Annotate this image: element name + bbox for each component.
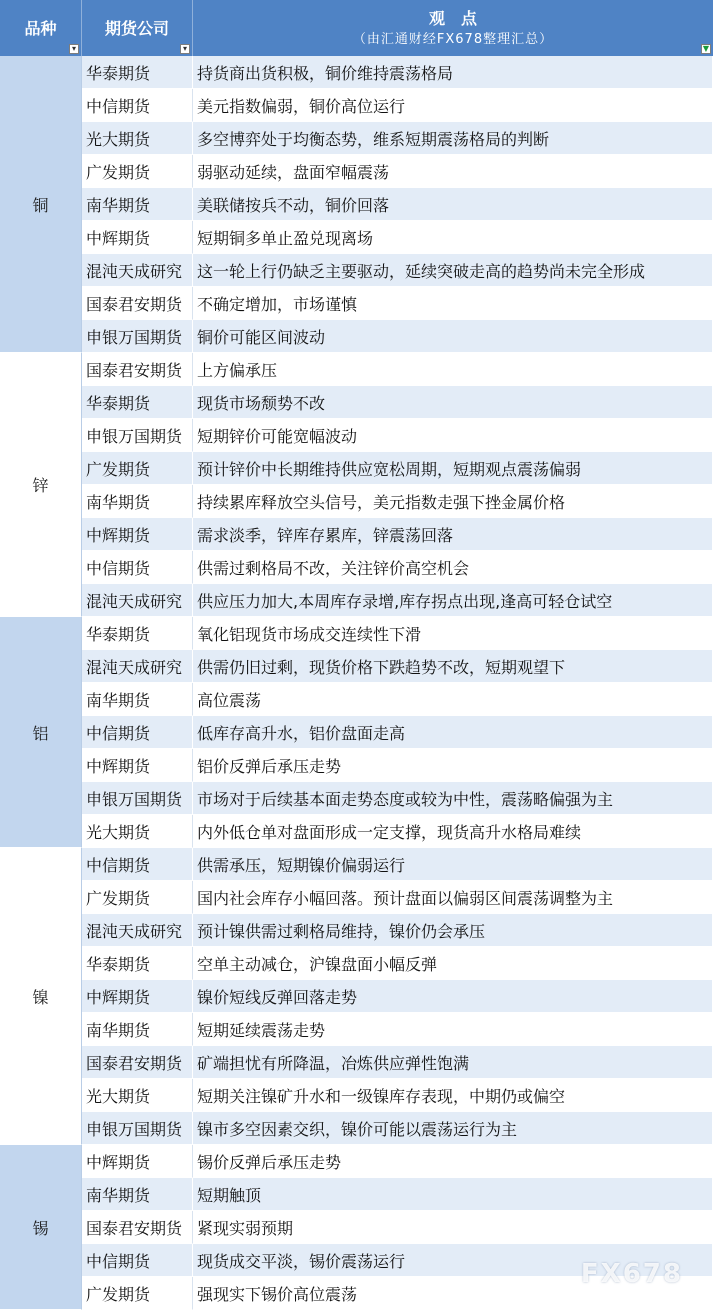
view-cell[interactable]: 持续累库释放空头信号，美元指数走强下挫金属价格	[193, 485, 713, 518]
company-cell[interactable]: 国泰君安期货	[82, 353, 193, 386]
variety-label: 镍	[32, 987, 49, 1007]
company-cell[interactable]: 中信期货	[82, 89, 193, 122]
company-cell[interactable]: 南华期货	[82, 1013, 193, 1046]
view-cell[interactable]: 供需过剩格局不改，关注锌价高空机会	[193, 551, 713, 584]
view-cell[interactable]: 紧现实弱预期	[193, 1211, 713, 1244]
company-cell[interactable]: 光大期货	[82, 122, 193, 155]
view-cell[interactable]: 低库存高升水，铝价盘面走高	[193, 716, 713, 749]
view-cell[interactable]: 美元指数偏弱，铜价高位运行	[193, 89, 713, 122]
company-cell[interactable]: 华泰期货	[82, 617, 193, 650]
company-cell[interactable]: 中信期货	[82, 716, 193, 749]
view-cell[interactable]: 这一轮上行仍缺乏主要驱动，延续突破走高的趋势尚未完全形成	[193, 254, 713, 287]
filter-dropdown-icon[interactable]: ▾	[180, 44, 190, 54]
company-cell[interactable]: 国泰君安期货	[82, 1046, 193, 1079]
company-cell[interactable]: 广发期货	[82, 1277, 193, 1310]
company-cell[interactable]: 广发期货	[82, 452, 193, 485]
company-cell[interactable]: 华泰期货	[82, 56, 193, 89]
company-cell[interactable]: 申银万国期货	[82, 1112, 193, 1145]
company-cell[interactable]: 华泰期货	[82, 947, 193, 980]
company-cell[interactable]: 华泰期货	[82, 386, 193, 419]
view-cell[interactable]: 市场对于后续基本面走势态度或较为中性，震荡略偏强为主	[193, 782, 713, 815]
company-cell[interactable]: 中辉期货	[82, 518, 193, 551]
company-cell[interactable]: 中辉期货	[82, 221, 193, 254]
view-cell[interactable]: 铜价可能区间波动	[193, 320, 713, 353]
company-cell[interactable]: 南华期货	[82, 1178, 193, 1211]
company-cell[interactable]: 国泰君安期货	[82, 1211, 193, 1244]
header-company[interactable]	[82, 0, 193, 56]
company-cell[interactable]: 中信期货	[82, 551, 193, 584]
company-cell[interactable]: 广发期货	[82, 881, 193, 914]
view-cell[interactable]: 供应压力加大,本周库存录增,库存拐点出现,逢高可轻仓试空	[193, 584, 713, 617]
company-cell[interactable]: 中辉期货	[82, 1145, 193, 1178]
company-cell[interactable]: 申银万国期货	[82, 419, 193, 452]
variety-cell[interactable]	[0, 848, 82, 1145]
variety-cell[interactable]	[0, 1145, 82, 1310]
company-cell[interactable]: 混沌天成研究	[82, 650, 193, 683]
filter-dropdown-icon[interactable]: ▾	[69, 44, 79, 54]
company-cell[interactable]: 混沌天成研究	[82, 254, 193, 287]
variety-cell[interactable]	[0, 353, 82, 617]
header-view[interactable]	[193, 0, 713, 56]
view-cell[interactable]: 供需承压，短期镍价偏弱运行	[193, 848, 713, 881]
variety-label: 铜	[32, 195, 49, 215]
view-cell[interactable]: 短期触顶	[193, 1178, 713, 1211]
view-cell[interactable]: 铝价反弹后承压走势	[193, 749, 713, 782]
view-cell[interactable]: 预计镍供需过剩格局维持，镍价仍会承压	[193, 914, 713, 947]
view-cell[interactable]: 现货市场颓势不改	[193, 386, 713, 419]
company-cell[interactable]: 光大期货	[82, 815, 193, 848]
company-cell[interactable]: 申银万国期货	[82, 782, 193, 815]
company-cell[interactable]: 中辉期货	[82, 980, 193, 1013]
variety-cell[interactable]	[0, 56, 82, 353]
filter-active-icon[interactable]: ▼	[702, 44, 710, 53]
view-cell[interactable]: 强现实下锡价高位震荡	[193, 1277, 713, 1310]
header-variety-label: 品种	[24, 19, 57, 38]
variety-cell[interactable]	[0, 617, 82, 848]
company-cell[interactable]: 中信期货	[82, 1244, 193, 1277]
view-cell[interactable]: 现货成交平淡，锡价震荡运行	[193, 1244, 713, 1277]
header-view-label: 观 点	[428, 9, 477, 28]
view-cell[interactable]: 需求淡季，锌库存累库，锌震荡回落	[193, 518, 713, 551]
view-cell[interactable]: 持货商出货积极，铜价维持震荡格局	[193, 56, 713, 89]
view-cell[interactable]: 矿端担忧有所降温，冶炼供应弹性饱满	[193, 1046, 713, 1079]
view-cell[interactable]: 内外低仓单对盘面形成一定支撑，现货高升水格局难续	[193, 815, 713, 848]
view-cell[interactable]: 预计锌价中长期维持供应宽松周期，短期观点震荡偏弱	[193, 452, 713, 485]
view-cell[interactable]: 锡价反弹后承压走势	[193, 1145, 713, 1178]
view-cell[interactable]: 镍价短线反弹回落走势	[193, 980, 713, 1013]
view-cell[interactable]: 多空博弈处于均衡态势，维系短期震荡格局的判断	[193, 122, 713, 155]
variety-label: 锡	[32, 1218, 49, 1238]
view-cell[interactable]: 上方偏承压	[193, 353, 713, 386]
variety-label: 锌	[32, 476, 49, 495]
view-cell[interactable]: 短期铜多单止盈兑现离场	[193, 221, 713, 254]
company-cell[interactable]: 广发期货	[82, 155, 193, 188]
company-cell[interactable]: 南华期货	[82, 188, 193, 221]
header-company-label: 期货公司	[104, 19, 169, 38]
company-cell[interactable]: 南华期货	[82, 485, 193, 518]
view-cell[interactable]: 短期延续震荡走势	[193, 1013, 713, 1046]
company-cell[interactable]: 申银万国期货	[82, 320, 193, 353]
view-cell[interactable]: 弱驱动延续，盘面窄幅震荡	[193, 155, 713, 188]
view-cell[interactable]: 短期关注镍矿升水和一级镍库存表现，中期仍或偏空	[193, 1079, 713, 1112]
watermark: FX678	[580, 1259, 683, 1289]
header-view-note: （由汇通财经FX678整理汇总）	[352, 32, 554, 47]
company-cell[interactable]: 国泰君安期货	[82, 287, 193, 320]
view-cell[interactable]: 空单主动减仓，沪镍盘面小幅反弹	[193, 947, 713, 980]
view-cell[interactable]: 高位震荡	[193, 683, 713, 716]
company-cell[interactable]: 南华期货	[82, 683, 193, 716]
view-cell[interactable]: 国内社会库存小幅回落。预计盘面以偏弱区间震荡调整为主	[193, 881, 713, 914]
company-cell[interactable]: 中辉期货	[82, 749, 193, 782]
view-cell[interactable]: 供需仍旧过剩，现货价格下跌趋势不改，短期观望下	[193, 650, 713, 683]
view-cell[interactable]: 短期锌价可能宽幅波动	[193, 419, 713, 452]
view-cell[interactable]: 美联储按兵不动，铜价回落	[193, 188, 713, 221]
company-cell[interactable]: 混沌天成研究	[82, 914, 193, 947]
variety-label: 铝	[32, 723, 49, 743]
company-cell[interactable]: 中信期货	[82, 848, 193, 881]
view-cell[interactable]: 不确定增加，市场谨慎	[193, 287, 713, 320]
view-cell[interactable]: 氧化铝现货市场成交连续性下滑	[193, 617, 713, 650]
view-cell[interactable]: 镍市多空因素交织，镍价可能以震荡运行为主	[193, 1112, 713, 1145]
company-cell[interactable]: 光大期货	[82, 1079, 193, 1112]
company-cell[interactable]: 混沌天成研究	[82, 584, 193, 617]
header-variety[interactable]	[0, 0, 82, 56]
